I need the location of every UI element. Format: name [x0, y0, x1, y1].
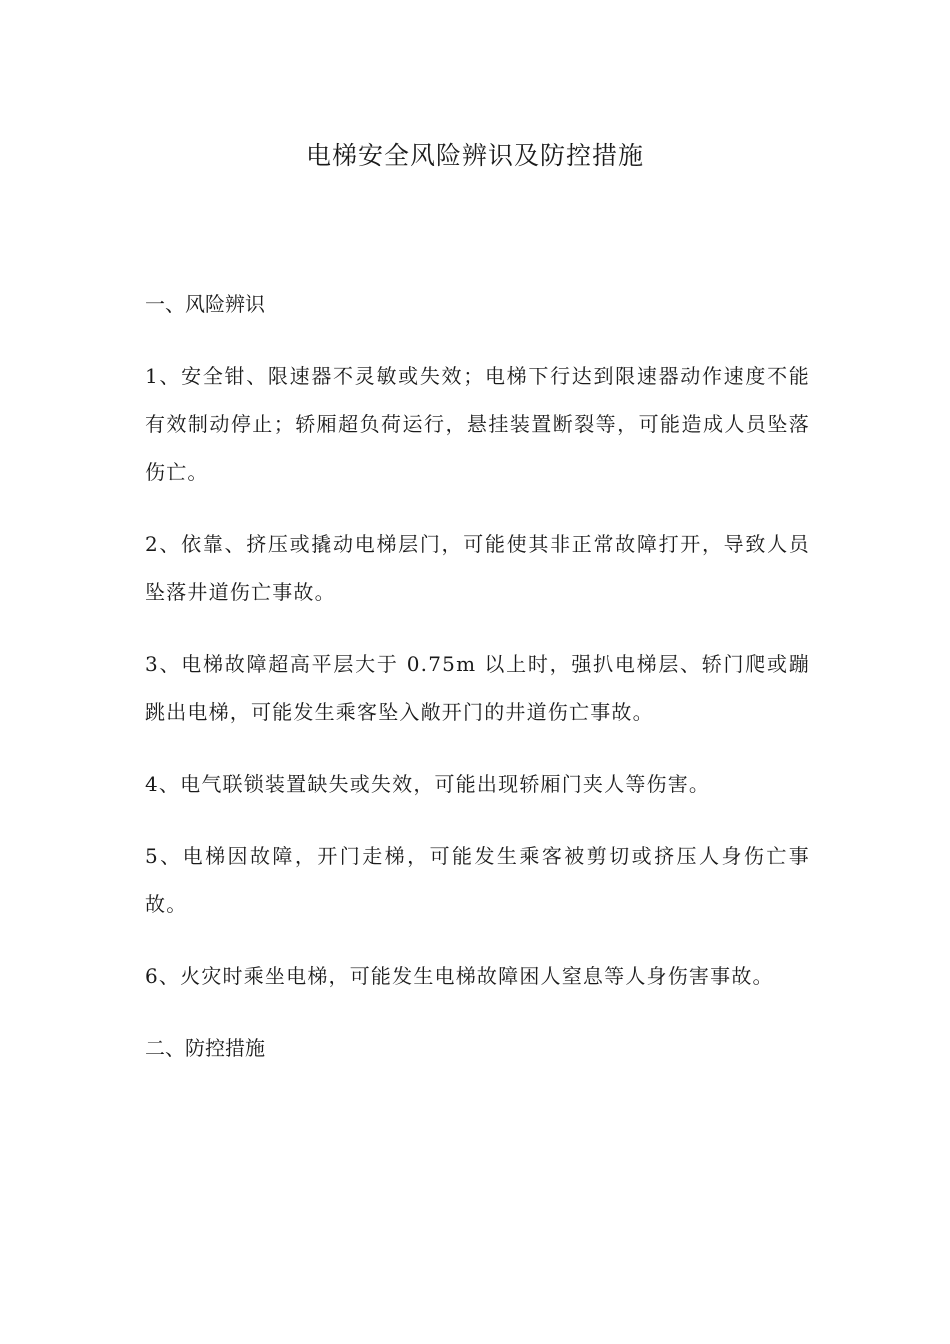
section-heading-risk-identification: 一、风险辨识 — [145, 292, 265, 316]
risk-item-6: 6、火灾时乘坐电梯，可能发生电梯故障困人窒息等人身伤害事故。 — [145, 964, 774, 988]
risk-item-4: 4、电气联锁装置缺失或失效，可能出现轿厢门夹人等伤害。 — [145, 772, 711, 796]
risk-item-3: 3、电梯故障超高平层大于 0.75m 以上时，强扒电梯层、轿门爬或蹦跳出电梯，可能发生乘客坠入敞开门的井道伤亡事故。 — [145, 652, 810, 724]
risk-item-1: 1、安全钳、限速器不灵敏或失效；电梯下行达到限速器动作速度不能有效制动停止；轿厢超负荷运行，悬挂装置断裂等，可能造成人员坠落伤亡。 — [145, 364, 810, 484]
section-heading-prevention-measures: 二、防控措施 — [145, 1036, 265, 1060]
document-title: 电梯安全风险辨识及防控措施 — [305, 141, 644, 170]
risk-item-5: 5、电梯因故障，开门走梯，可能发生乘客被剪切或挤压人身伤亡事故。 — [145, 844, 810, 916]
document-body — [145, 280, 810, 1096]
risk-item-2: 2、依靠、挤压或撬动电梯层门，可能使其非正常故障打开，导致人员坠落井道伤亡事故。 — [145, 532, 810, 604]
